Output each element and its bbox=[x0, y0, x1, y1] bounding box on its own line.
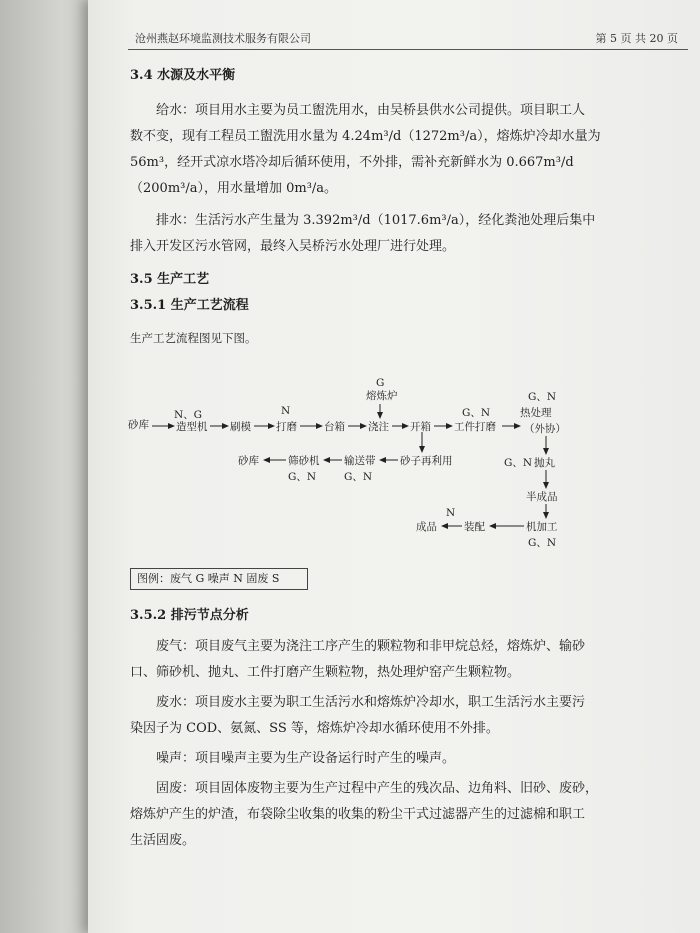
node-sand-reuse: 砂子再利用 bbox=[400, 455, 453, 467]
node-conveyor: 输送带 bbox=[344, 455, 376, 467]
solid-line-2: 熔炼炉产生的炉渣，布袋除尘收集的收集的粉尘干式过滤器产生的过滤棉和职工 bbox=[130, 807, 586, 822]
node-brush: 刷模 bbox=[230, 421, 251, 433]
label-shot-gn: G、N bbox=[504, 457, 533, 469]
water-supply-line-2: 数不变，现有工程员工盥洗用水量为 4.24m³/d（1272m³/a），熔炼炉冷却水量为 bbox=[130, 129, 601, 144]
node-sand-store: 砂库 bbox=[128, 419, 149, 431]
drainage-line-1: 排水：生活污水产生量为 3.392m³/d（1017.6m³/a），经化粪池处理后集中 bbox=[156, 213, 596, 228]
node-molding: 造型机 bbox=[176, 421, 208, 433]
label-conveyor-gn: G、N bbox=[344, 471, 373, 483]
label-heat-gn: G、N bbox=[528, 391, 557, 403]
book-binding bbox=[0, 0, 88, 933]
wastewater-line-2: 染因子为 COD、氨氮、SS 等，熔炼炉冷却水循环使用不外排。 bbox=[130, 721, 499, 736]
header-rule bbox=[128, 49, 688, 50]
node-semi: 半成品 bbox=[526, 491, 558, 503]
node-assembly: 装配 bbox=[464, 521, 485, 533]
node-grind: 打磨 bbox=[276, 421, 297, 433]
node-sieve: 筛砂机 bbox=[288, 455, 320, 467]
section-3-4-title: 3.4 水源及水平衡 bbox=[130, 68, 236, 83]
document-page bbox=[88, 0, 700, 933]
section-3-5-title: 3.5 生产工艺 bbox=[130, 272, 210, 287]
node-heat-treat: 热处理 bbox=[520, 407, 552, 419]
label-molding-ng: N、G bbox=[174, 409, 203, 421]
node-pour: 浇注 bbox=[368, 421, 389, 433]
node-furnace: 熔炼炉 bbox=[366, 390, 398, 402]
node-sand-store-2: 砂库 bbox=[238, 455, 259, 467]
node-machining: 机加工 bbox=[526, 521, 558, 533]
wastewater-line-1: 废水：项目废水主要为职工生活污水和熔炼炉冷却水，职工生活污水主要污 bbox=[156, 695, 586, 710]
water-supply-line-4: （200m³/a），用水量增加 0m³/a。 bbox=[130, 181, 338, 196]
drainage-line-2: 排入开发区污水管网，最终入吴桥污水处理厂进行处理。 bbox=[130, 239, 456, 254]
section-3-5-1-title: 3.5.1 生产工艺流程 bbox=[130, 298, 249, 313]
node-finished: 成品 bbox=[416, 521, 437, 533]
label-workpiece-gn: G、N bbox=[462, 407, 491, 419]
noise-line: 噪声：项目噪声主要为生产设备运行时产生的噪声。 bbox=[156, 751, 456, 766]
water-supply-line-3: 56m³，经开式凉水塔冷却后循环使用，不外排，需补充新鲜水为 0.667m³/d bbox=[130, 155, 574, 170]
gas-line-2: 口、筛砂机、抛丸、工件打磨产生颗粒物，热处理炉窑产生颗粒物。 bbox=[130, 665, 521, 680]
flow-intro: 生产工艺流程图见下图。 bbox=[130, 331, 257, 345]
gas-line-1: 废气：项目废气主要为浇注工序产生的颗粒物和非甲烷总烃，熔炼炉、输砂 bbox=[156, 639, 586, 654]
node-outsource: （外协） bbox=[524, 423, 566, 435]
node-shot: 抛丸 bbox=[534, 457, 555, 469]
diagram-legend: 图例：废气 G 噪声 N 固废 S bbox=[130, 568, 308, 590]
header-page-info: 第 5 页 共 20 页 bbox=[595, 32, 678, 45]
process-flow-diagram bbox=[128, 368, 688, 568]
label-machining-gn: G、N bbox=[528, 537, 557, 549]
header-company: 沧州燕赵环境监测技术服务有限公司 bbox=[135, 32, 311, 45]
node-open-box: 开箱 bbox=[410, 421, 431, 433]
water-supply-line-1: 给水：项目用水主要为员工盥洗用水，由吴桥县供水公司提供。项目职工人 bbox=[156, 103, 586, 118]
label-grind-n: N bbox=[281, 405, 291, 417]
node-workpiece-grind: 工件打磨 bbox=[454, 421, 496, 433]
label-assembly-n: N bbox=[446, 507, 456, 519]
label-sieve-gn: G、N bbox=[288, 471, 317, 483]
section-3-5-2-title: 3.5.2 排污节点分析 bbox=[130, 608, 249, 623]
solid-line-3: 生活固废。 bbox=[130, 833, 196, 848]
node-platform: 台箱 bbox=[324, 421, 345, 433]
label-furnace-g: G bbox=[376, 377, 385, 389]
solid-line-1: 固废：项目固体废物主要为生产过程中产生的残次品、边角料、旧砂、废砂， bbox=[156, 781, 599, 796]
